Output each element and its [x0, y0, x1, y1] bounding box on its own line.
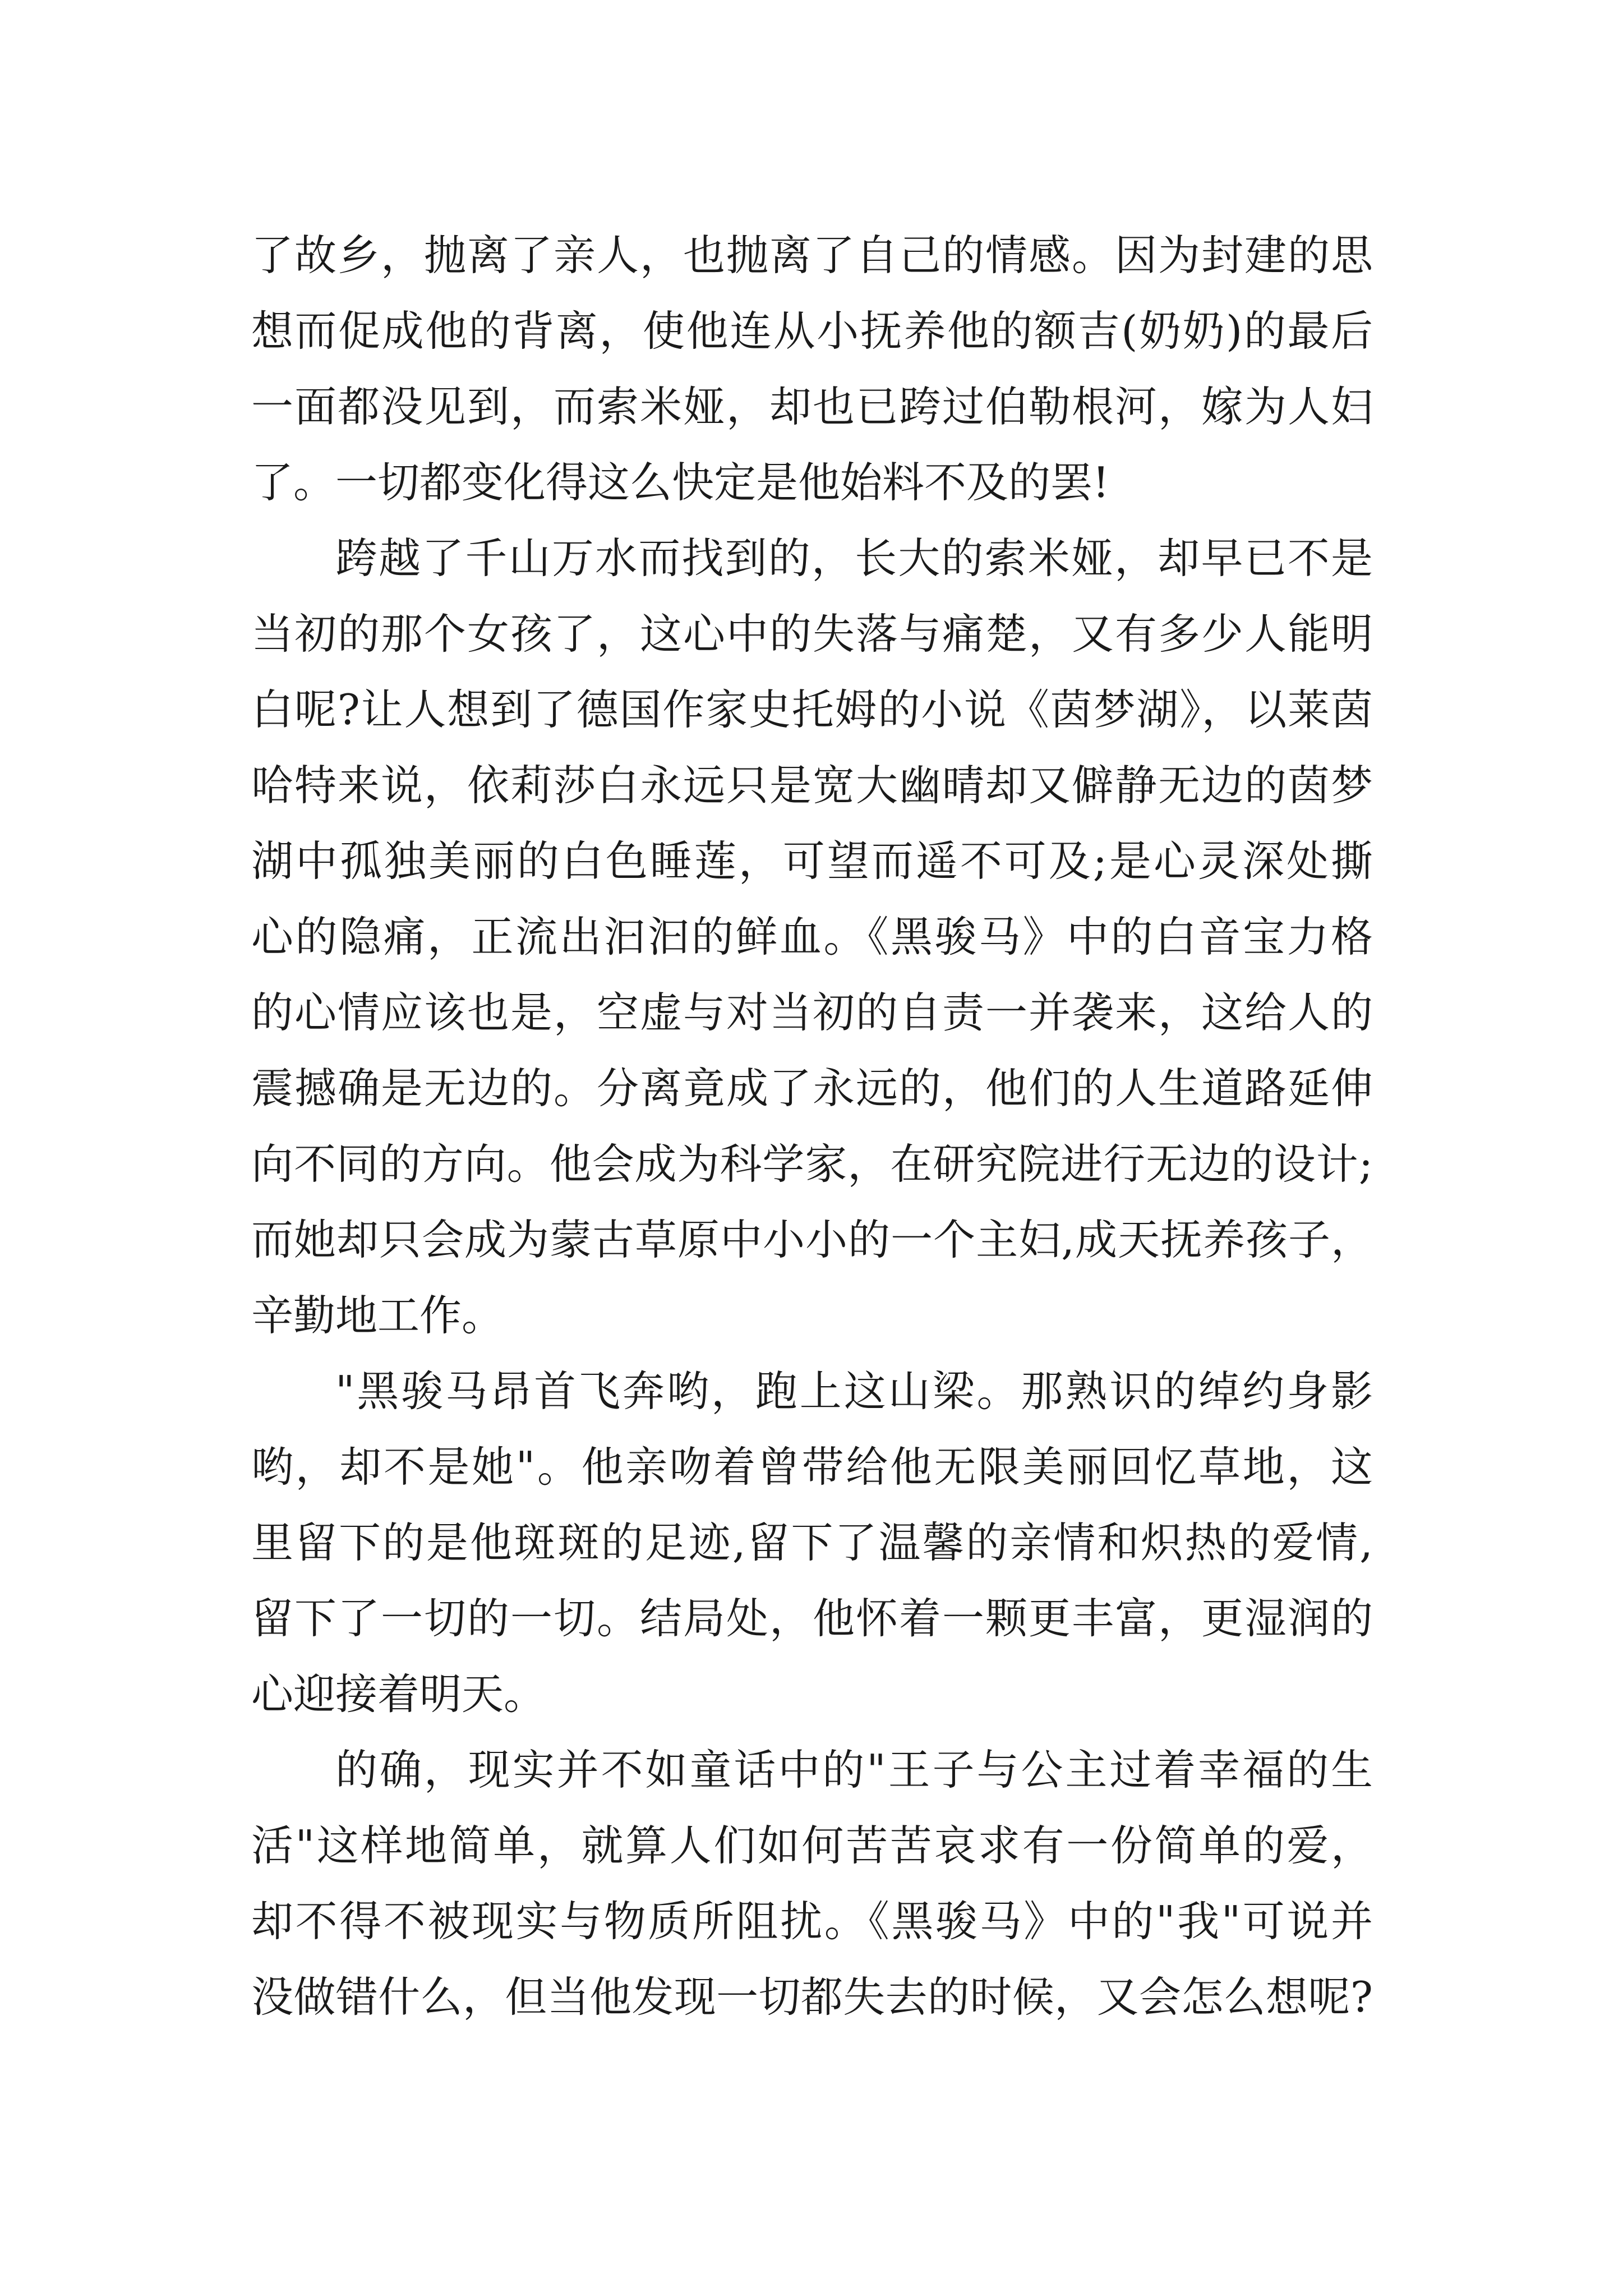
text-line: "黑骏马昂首飞奔哟，跑上这山梁。那熟识的绰约身影	[335, 1366, 1373, 1416]
text-line: 而她却只会成为蒙古草原中小小的一个主妇,成天抚养孩子，	[251, 1215, 1373, 1264]
text-line: 没做错什么，但当他发现一切都失去的时候，又会怎么想呢?	[251, 1972, 1373, 2022]
text-line: 向不同的方向。他会成为科学家，在研究院进行无边的设计;	[251, 1139, 1373, 1189]
text-line: 哈特来说，依莉莎白永远只是宽大幽晴却又僻静无边的茵梦	[251, 761, 1373, 810]
body-text	[251, 218, 1373, 2035]
text-line: 的心情应该也是，空虚与对当初的自责一并袭来，这给人的	[251, 988, 1373, 1037]
text-line: 想而促成他的背离，使他连从小抚养他的额吉(奶奶)的最后	[251, 306, 1373, 356]
text-line: 了故乡，抛离了亲人，也抛离了自己的情感。因为封建的思	[251, 231, 1373, 280]
text-line: 心的隐痛，正流出汩汩的鲜血。《黑骏马》中的白音宝力格	[251, 912, 1373, 961]
text-line: 了。一切都变化得这么快定是他始料不及的罢!	[251, 458, 1110, 507]
text-line: 辛勤地工作。	[251, 1291, 504, 1340]
text-line: 的确，现实并不如童话中的"王子与公主过着幸福的生	[335, 1745, 1373, 1795]
text-line: 哟，却不是她"。他亲吻着曾带给他无限美丽回忆草地，这	[251, 1442, 1373, 1492]
text-line: 却不得不被现实与物质所阻扰。《黑骏马》中的"我"可说并	[251, 1897, 1373, 1946]
text-line: 活"这样地简单，就算人们如何苦苦哀求有一份简单的爱，	[251, 1821, 1373, 1870]
text-line: 震撼确是无边的。分离竟成了永远的，他们的人生道路延伸	[251, 1064, 1373, 1113]
text-line: 留下了一切的一切。结局处，他怀着一颗更丰富，更湿润的	[251, 1594, 1373, 1643]
text-line: 里留下的是他斑斑的足迹,留下了温馨的亲情和炽热的爱情,	[251, 1518, 1373, 1567]
text-line: 当初的那个女孩了，这心中的失落与痛楚，又有多少人能明	[251, 609, 1373, 659]
text-line: 心迎接着明天。	[251, 1669, 546, 1719]
text-line: 跨越了千山万水而找到的，长大的索米娅，却早已不是	[335, 533, 1373, 583]
text-line: 一面都没见到，而索米娅，却也已跨过伯勒根河，嫁为人妇	[251, 382, 1373, 431]
text-line: 湖中孤独美丽的白色睡莲，可望而遥不可及;是心灵深处撕	[251, 836, 1373, 886]
text-line: 白呢?让人想到了德国作家史托姆的小说《茵梦湖》，以莱茵	[251, 685, 1373, 734]
